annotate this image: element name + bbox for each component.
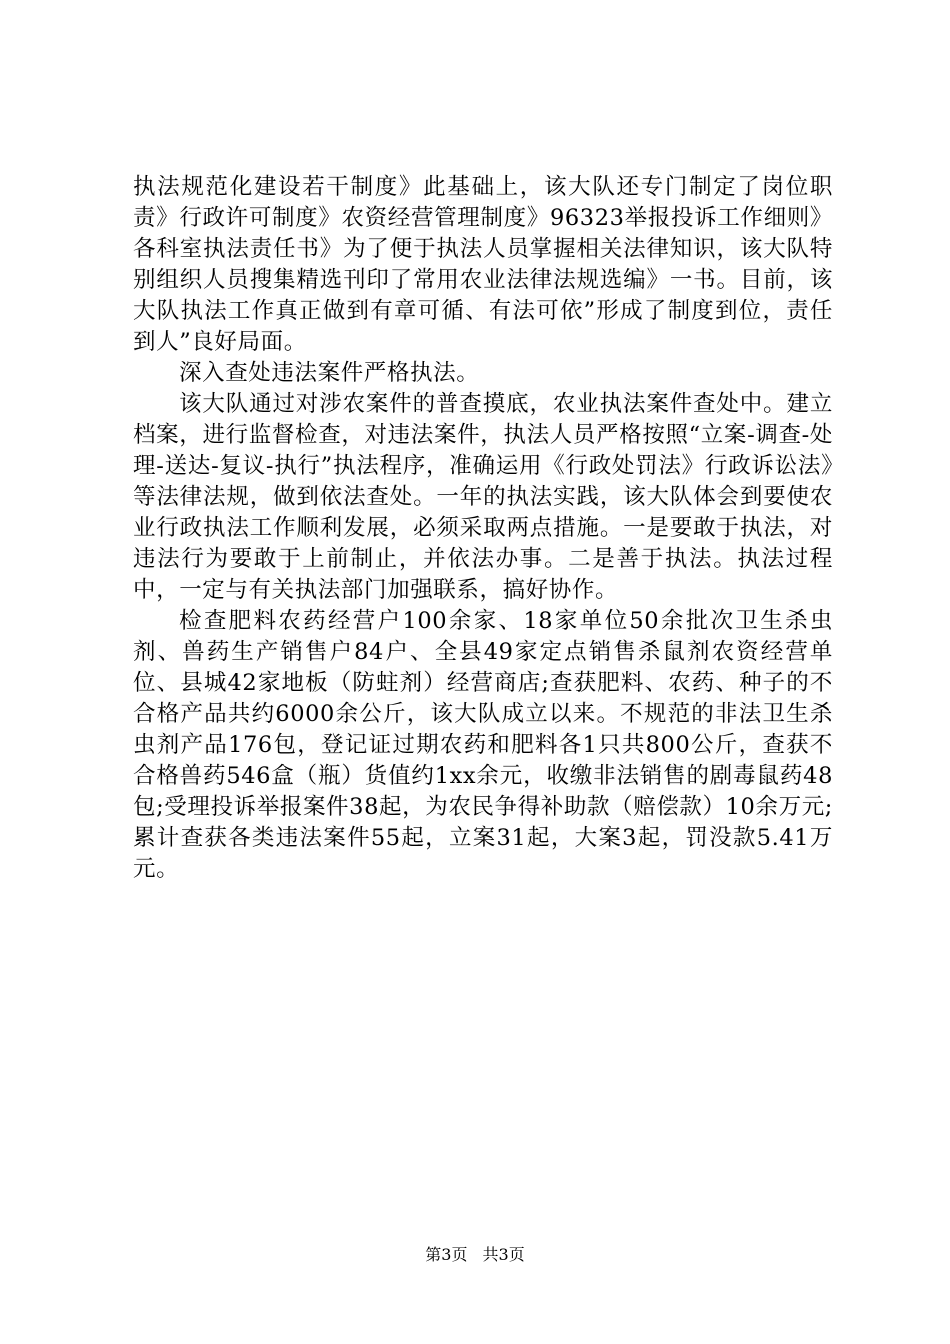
paragraph-regulations: 执法规范化建设若干制度》此基础上，该大队还专门制定了岗位职责》行政许可制度》农资经营管理制度》96323举报投诉工作细则》各科室执法责任书》为了便于执法人员掌握相关法律知识，该大队特别组织人员搜集精选刊印了常用农业法律法规选编》一书。目前，该大队执法工作真正做到有章可循、有法可依”形成了制度到位，责任到人”良好局面。 [133, 174, 833, 355]
document-body [133, 172, 833, 885]
paragraph-inspection-results: 检查肥料农药经营户100余家、18家单位50余批次卫生杀虫剂、兽药生产销售户84户、全县49家定点销售杀鼠剂农资经营单位、县城42家地板（防蛀剂）经营商店;查获肥料、农药、种子的不合格产品共约6000余公斤，该大队成立以来。不规范的非法卫生杀虫剂产品176包，登记证过期农药和肥料各1只共800公斤，查获不合格兽药546盒（瓶）货值约1xx余元，收缴非法销售的剧毒鼠药48包;受理投诉举报案件38起，为农民争得补助款（赔偿款）10余万元;累计查获各类违法案件55起，立案31起，大案3起，罚没款5.41万元。 [133, 608, 833, 882]
paragraph-case-handling: 该大队通过对涉农案件的普查摸底，农业执法案件查处中。建立档案，进行监督检查，对违法案件，执法人员严格按照“立案-调查-处理-送达-复议-执行”执法程序，准确运用《行政处罚法》行政诉讼法》等法律法规，做到依法查处。一年的执法实践，该大队体会到要使农业行政执法工作顺利发展，必须采取两点措施。一是要敢于执法，对违法行为要敢于上前制止，并依法办事。二是善于执法。执法过程中，一定与有关执法部门加强联系，搞好协作。 [133, 391, 833, 603]
page-number-current: 第3页 [425, 1245, 468, 1264]
page-number-total: 共3页 [482, 1245, 525, 1264]
page-footer [0, 1244, 950, 1266]
paragraph-heading-enforcement: 深入查处违法案件严格执法。 [179, 360, 480, 386]
